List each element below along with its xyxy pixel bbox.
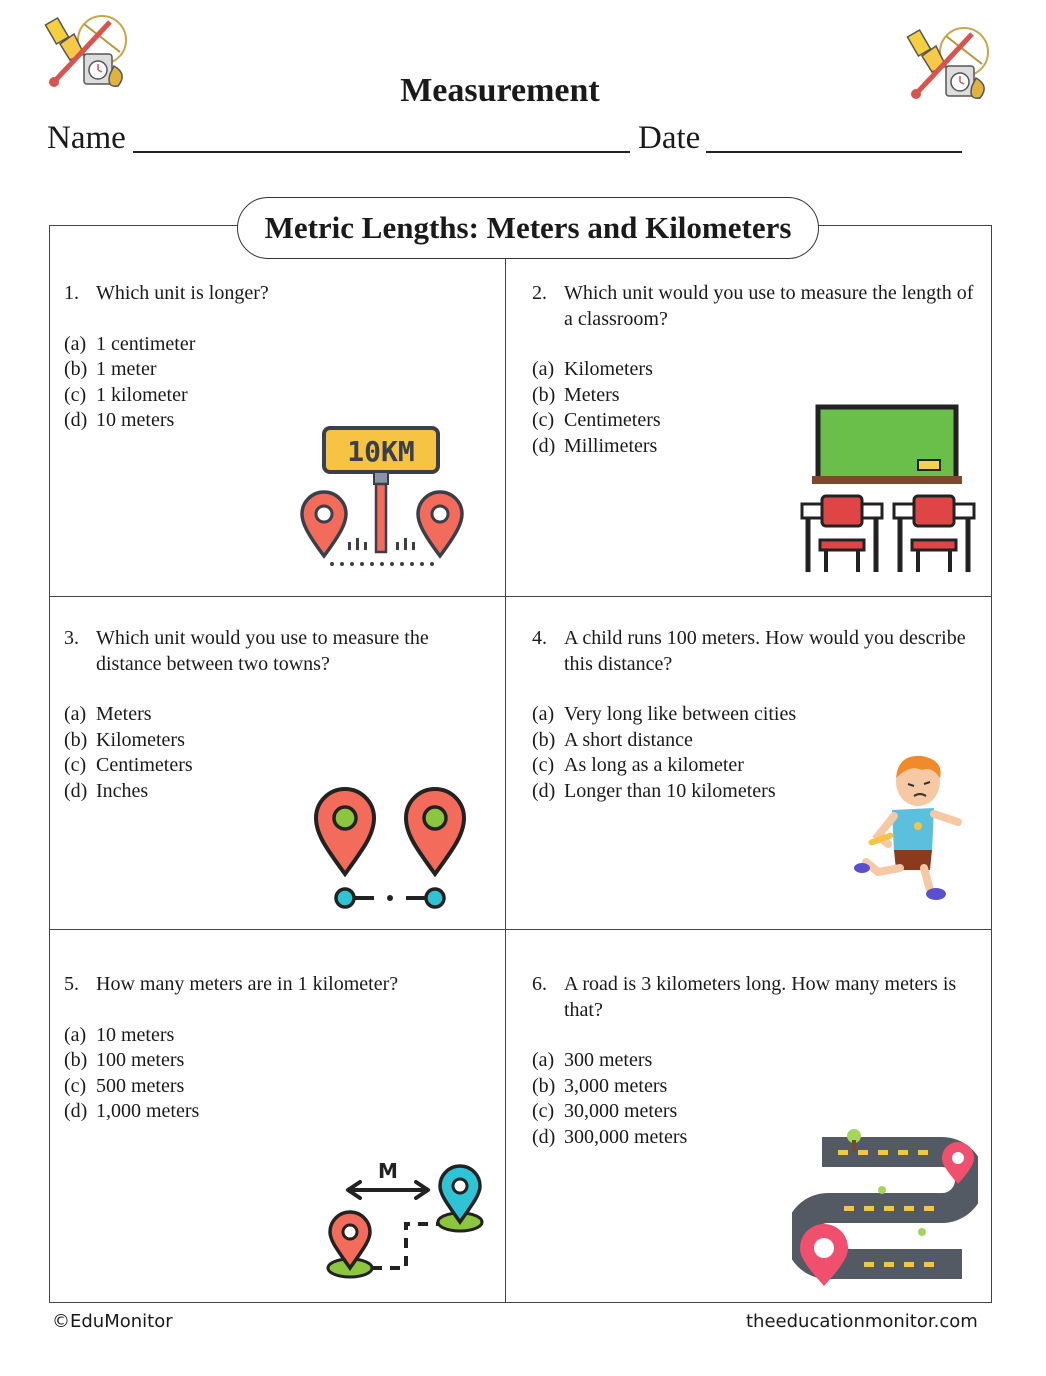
option-letter: (b) xyxy=(64,1049,88,1071)
answer-option-a xyxy=(64,702,484,728)
option-text: Kilometers xyxy=(96,728,185,751)
option-letter: (c) xyxy=(532,754,555,776)
question-number: 6. xyxy=(532,973,547,995)
option-text: Millimeters xyxy=(564,434,658,457)
option-text: 500 meters xyxy=(96,1074,185,1097)
name-label: Name xyxy=(47,120,126,156)
website-text: theeducationmonitor.com xyxy=(746,1311,978,1332)
winding-road-icon xyxy=(792,1128,978,1288)
section-title-text: Metric Lengths: Meters and Kilometers xyxy=(264,210,792,245)
option-letter: (c) xyxy=(64,383,87,406)
option-text: 1 kilometer xyxy=(96,383,188,406)
question-6 xyxy=(532,972,982,1150)
option-letter: (d) xyxy=(64,779,88,802)
answer-option-b xyxy=(64,357,484,383)
question-number: 2. xyxy=(532,282,547,304)
option-text: 300,000 meters xyxy=(564,1125,688,1148)
name-blank-line xyxy=(133,151,630,153)
date-blank-line xyxy=(706,151,962,153)
grid-divider xyxy=(49,929,992,930)
option-text: Longer than 10 kilometers xyxy=(564,779,776,802)
option-letter: (a) xyxy=(532,703,555,725)
option-text: Inches xyxy=(96,779,149,802)
option-text: 10 meters xyxy=(96,409,175,431)
answer-option-a xyxy=(64,1023,484,1049)
question-1 xyxy=(64,281,484,434)
question-text: A child runs 100 meters. How would you describe this distance? xyxy=(564,627,966,675)
two-location-pins-icon xyxy=(312,786,468,914)
option-text: 10 meters xyxy=(96,1023,175,1046)
question-number: 3. xyxy=(64,627,79,649)
option-text: 1,000 meters xyxy=(96,1100,200,1122)
worksheet-title: Measurement xyxy=(400,72,600,109)
answer-option-a xyxy=(532,702,982,728)
option-letter: (b) xyxy=(532,728,556,751)
option-text: 100 meters xyxy=(96,1049,185,1071)
question-5 xyxy=(64,972,484,1125)
option-letter: (b) xyxy=(532,383,556,406)
question-number: 5. xyxy=(64,973,79,995)
answer-option-c xyxy=(64,383,484,409)
option-letter: (a) xyxy=(64,332,87,355)
option-letter: (d) xyxy=(532,779,556,802)
option-text: 1 meter xyxy=(96,358,157,380)
question-text: How many meters are in 1 kilometer? xyxy=(96,973,399,995)
answer-option-a xyxy=(532,1048,982,1074)
question-number: 4. xyxy=(532,627,547,649)
answer-option-b xyxy=(64,728,484,754)
option-letter: (a) xyxy=(532,358,555,380)
question-text: Which unit is longer? xyxy=(96,282,269,304)
question-number: 1. xyxy=(64,282,79,304)
option-letter: (a) xyxy=(532,1049,555,1071)
option-letter: (a) xyxy=(64,1023,87,1046)
chair-icon xyxy=(802,496,882,572)
answer-option-c xyxy=(64,1074,484,1100)
option-text: Centimeters xyxy=(564,409,661,431)
chair-icon xyxy=(894,496,974,572)
option-text: A short distance xyxy=(564,728,693,751)
option-text: Very long like between cities xyxy=(564,703,797,725)
distance-sign-icon xyxy=(298,424,470,570)
grid-divider xyxy=(505,258,506,1303)
answer-option-d xyxy=(64,1099,484,1125)
option-text: Meters xyxy=(564,383,620,406)
option-text: 3,000 meters xyxy=(564,1074,668,1097)
answer-option-a xyxy=(64,332,484,358)
option-letter: (c) xyxy=(64,1074,87,1097)
arrow-label: M xyxy=(378,1159,398,1183)
answer-option-b xyxy=(532,728,982,754)
copyright-text: ©EduMonitor xyxy=(52,1311,173,1332)
option-text: 1 centimeter xyxy=(96,332,196,355)
option-text: Centimeters xyxy=(96,754,193,776)
sign-label: 10KM xyxy=(347,435,415,468)
question-text: A road is 3 kilometers long. How many meters is that? xyxy=(564,973,957,1021)
answer-option-c xyxy=(532,1099,982,1125)
option-text: Meters xyxy=(96,703,152,725)
option-letter: (b) xyxy=(64,728,88,751)
classroom-icon xyxy=(798,404,978,576)
question-text: Which unit would you use to measure the length of a classroom? xyxy=(564,282,974,330)
date-label: Date xyxy=(638,120,701,156)
answer-option-b xyxy=(532,1074,982,1100)
meter-distance-icon xyxy=(322,1156,488,1284)
question-text: Which unit would you use to measure the distance between two towns? xyxy=(96,627,429,675)
option-text: 30,000 meters xyxy=(564,1100,678,1122)
option-letter: (c) xyxy=(64,754,87,776)
option-letter: (d) xyxy=(532,1125,556,1148)
option-text: As long as a kilometer xyxy=(564,754,744,776)
answer-option-b xyxy=(64,1048,484,1074)
option-text: 300 meters xyxy=(564,1049,653,1071)
option-letter: (d) xyxy=(532,434,556,457)
option-letter: (b) xyxy=(64,358,88,380)
option-text: Kilometers xyxy=(564,358,653,380)
answer-option-a xyxy=(532,357,982,383)
grid-divider xyxy=(49,596,992,597)
option-letter: (d) xyxy=(64,409,88,431)
option-letter: (c) xyxy=(532,409,555,431)
answer-option-c xyxy=(64,753,484,779)
option-letter: (d) xyxy=(64,1100,88,1122)
option-letter: (c) xyxy=(532,1100,555,1122)
question-3 xyxy=(64,626,484,804)
section-title xyxy=(237,197,819,259)
running-child-icon xyxy=(848,752,966,904)
option-letter: (b) xyxy=(532,1074,556,1097)
option-letter: (a) xyxy=(64,703,87,725)
